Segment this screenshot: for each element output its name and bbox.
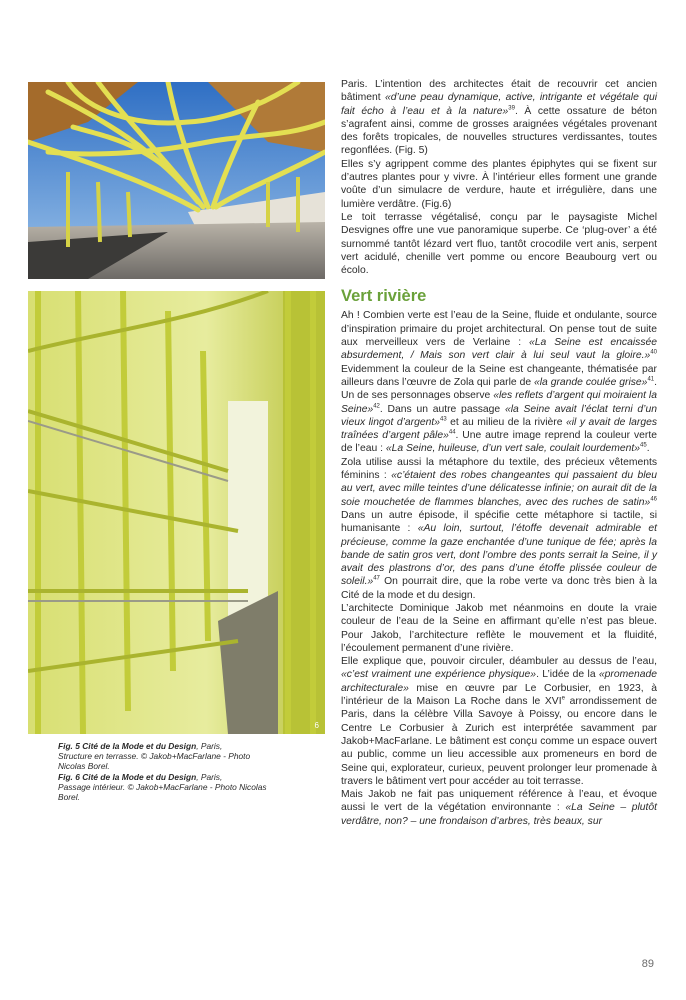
paragraph: L’architecte Dominique Jakob met néanmoins en doute la vraie couleur de l’eau de la Seine en affirmant qu’elle n’est pas bleue. Pour Jakob, l’architecture reflète le mouvement et la fluidité, l’écoulement permanent d’une rivière.	[341, 602, 657, 654]
terrace-structure-image	[28, 82, 325, 279]
figure-5-photo	[28, 82, 325, 279]
paragraph: Zola utilise aussi la métaphore du textile, des précieux vêtements féminins : «c’étaient des robes changeantes qui passaient du bleu au vert, avec mille teintes d’une délicatesse infinie; on aurait dit de la soie mouchetée de flammes blanches, avec des ruches de satin»$^{46}$ Dans un autre épisode, il spécifie cette métaphore si tactile, si humanisante : «Au loin, surtout, l’étoffe devenait admirable et précieuse, comme la gaze enchantée d’une tunique de fée; après la bande de satin gros vert, dont l’ombre des ponts serrait la Seine, il y avait des plastrons d’or, des pans d’une étoffe plissée couleur de soleil.»$^{47}$ On pourrait dire, que la robe verte va donc très bien à la Cité de la mode et du design.	[341, 456, 657, 601]
figure-captions	[58, 741, 278, 802]
paragraph: Le toit terrasse végétalisé, conçu par le paysagiste Michel Desvignes offre une vue panoramique superbe. Ce ‘plug-over’ a été surnommé tantôt lézard vert fluo, tantôt crocodile vert anis, serpent vert acidulé, chenille vert pomme ou encore Beaubourg vert ou écolo.	[341, 211, 657, 277]
figure-6-photo	[28, 291, 325, 734]
paragraph: Elle explique que, pouvoir circuler, déambuler au dessus de l’eau, «c’est vraiment une expérience physique». L’idée de la «promenade architecturale» mise en œuvre par Le Corbusier, en 1923, à l’intérieur de la Maison La Roche dans le XVIe arrondissement de Paris, dans la célèbre Villa Savoye à Poissy, ou encore dans le Centre Le Corbusier à Zurich est interprétée savamment par Jakob+MacFarlane. Le bâtiment est conçu comme un espace ouvert au public, comme un lieu accessible aux promeneurs en bord de Seine qui, explorateur, curieux, peuvent prolonger leur promenade à travers le bâtiment vert pour accéder au toit terrasse.	[341, 656, 658, 787]
paragraph: Elles s’y agrippent comme des plantes épiphytes qui se fixent sur d’autres plantes pour y vivre. À l’intérieur elles forment une grande voûte d’un simulacre de verdure, haute et irrégulière, dans une lumière verdâtre. (Fig.6)	[341, 158, 657, 210]
body-text	[341, 78, 657, 828]
caption-fig5: Fig. 5 Cité de la Mode et du Design, Paris, Structure en terrasse. © Jakob+MacFarlane - Photo Nicolas Borel.	[58, 741, 251, 772]
caption-fig6: Fig. 6 Cité de la Mode et du Design, Paris, Passage intérieur. © Jakob+MacFarlane - Photo Nicolas Borel.	[58, 771, 267, 803]
paragraph: Paris. L’intention des architectes était de recouvrir cet ancien bâtiment «d’une peau dynamique, active, intrigante et végétale qui fait écho à l’eau et à la nature»$^{39}$. À cette ossature de béton s’agrafent ainsi, comme de grosses araignées végétales provenant des forêts tropicales, de nouvelles structures verdissantes, toutes regonflées. (Fig. 5)	[341, 79, 658, 157]
paragraph: Mais Jakob ne fait pas uniquement référence à l’eau, et évoque aussi le vert de la végétation environnante : «La Seine – plutôt verdâtre, non? – une frondaison d’arbres, très beaux, sur	[341, 789, 657, 827]
interior-passage-image	[28, 291, 325, 734]
figure-number: 6	[314, 721, 319, 730]
page-number: 89	[641, 958, 654, 970]
paragraph: Ah ! Combien verte est l’eau de la Seine, fluide et ondulante, source d’inspiration primaire du projet architectural. On pense tout de suite aux merveilleux vers de Verlaine : «La Seine est encaissée absurdement, / Mais son vert clair à lui seul vaut la gloire.»$^{40}$ Evidemment la couleur de la Seine est changeante, thématisée par ailleurs dans l’œuvre de Zola qui parle de «la grande coulée grise»$^{41}$. Un de ses personnages observe «les reflets d’argent qui moiraient la Seine»$^{42}$. Dans un autre passage «la Seine avait l’éclat terni d’un vieux lingot d’argent»$^{43}$ et au milieu de la rivière «il y avait de larges traînées d’argent pâle»$^{44}$. Une autre image reprend la couleur verte de l’eau : «La Seine, huileuse, d’un vert sale, coulait lourdement»$^{45}$.	[341, 310, 658, 455]
section-heading: Vert rivière	[341, 287, 427, 306]
